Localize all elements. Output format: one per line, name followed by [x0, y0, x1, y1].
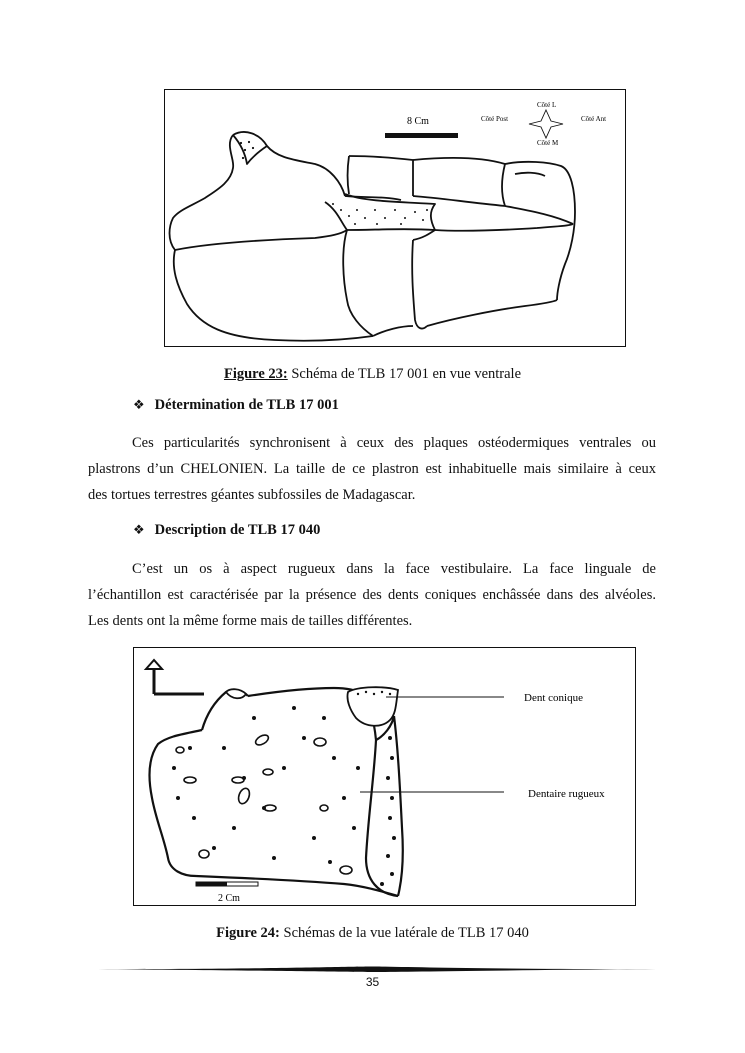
paragraph-line: C’est un os à aspect rugueux dans la face vestibulaire. La face linguale de — [132, 561, 656, 577]
plastron-outline — [170, 132, 576, 341]
figure-24-caption-label: Figure 24: — [216, 925, 280, 941]
figure-23-scale-bar — [385, 133, 458, 138]
figure-23-frame — [164, 89, 626, 347]
figure-24-pores — [176, 733, 352, 874]
label-rough-dentary: Dentaire rugueux — [528, 788, 605, 800]
orientation-compass — [481, 101, 606, 147]
figure-23-caption — [0, 366, 745, 383]
footer-rule — [88, 965, 656, 973]
paragraph-description — [88, 556, 656, 634]
figure-23-stippling — [240, 141, 428, 225]
page-number: 35 — [365, 975, 380, 989]
figure-24-drawing — [134, 648, 637, 907]
figure-23-scale-label: 8 Cm — [407, 116, 429, 127]
figure-23-caption-label: Figure 23: — [223, 366, 288, 382]
figure-24-caption — [0, 925, 745, 942]
paragraph-line: l’échantillon est caractérisée par la présence des dents coniques enchâssée dans des alvéoles. — [88, 587, 656, 603]
figure-24-scale-label: 2 Cm — [218, 893, 240, 904]
figure-24-caption-text: Schémas de la vue latérale de TLB 17 040 — [279, 925, 529, 941]
paragraph-line: des tortues terrestres géantes subfossiles de Madagascar. — [88, 487, 416, 503]
label-conical-tooth: Dent conique — [524, 692, 583, 704]
compass-right-label: Côté Ant — [581, 115, 607, 123]
compass-top-label: Côté L — [537, 101, 557, 109]
compass-left-label: Côté Post — [481, 115, 509, 123]
paragraph-line: Les dents ont la même forme mais de tailles différentes. — [88, 613, 413, 629]
section-title: Détermination de TLB 17 001 — [154, 397, 339, 413]
paragraph-line: plastrons d’un CHELONIEN. La taille de ce plastron est inhabituelle mais similaire à ceux — [88, 461, 656, 477]
paragraph-determination — [88, 430, 656, 508]
figure-23-caption-text: Schéma de TLB 17 001 en vue ventrale — [287, 366, 522, 382]
paragraph-line: Ces particularités synchronisent à ceux des plaques ostéodermiques ventrales ou — [132, 435, 656, 451]
section-title: Description de TLB 17 040 — [154, 522, 321, 538]
compass-bottom-label: Côté M — [537, 139, 559, 147]
orientation-arrow-icon — [154, 668, 204, 694]
bullet-icon: ❖ — [133, 397, 145, 412]
bullet-icon: ❖ — [133, 522, 145, 537]
figure-24-frame — [133, 647, 636, 906]
section-heading-description — [133, 522, 320, 539]
section-heading-determination — [133, 397, 339, 414]
figure-23-drawing — [165, 90, 627, 348]
